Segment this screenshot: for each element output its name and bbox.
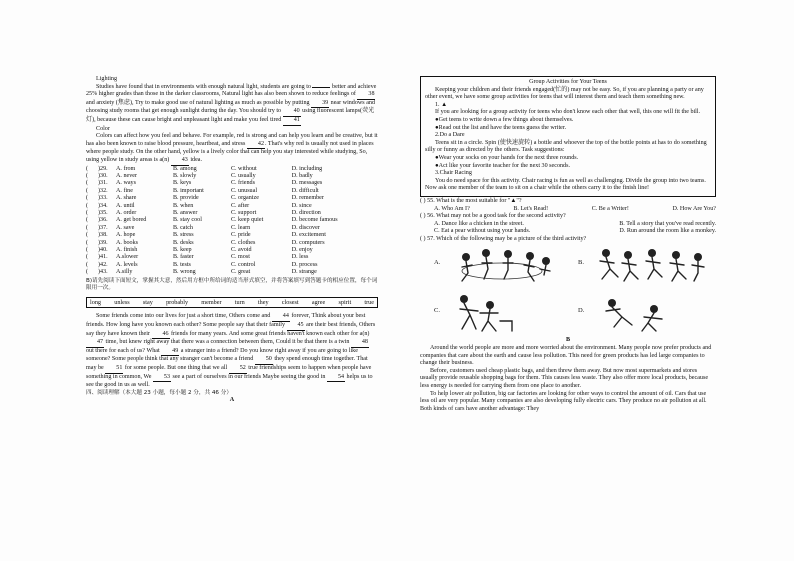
blank-49[interactable]: 49	[161, 348, 179, 357]
word-box-item: turn	[234, 298, 245, 306]
blank-52[interactable]: 52	[229, 365, 247, 374]
option-number: )37.	[98, 224, 108, 231]
option-number: )36.	[98, 217, 108, 224]
option-number: (	[86, 209, 89, 216]
blank-39[interactable]: 39	[311, 100, 329, 109]
word-box-item: closest	[281, 298, 299, 306]
option-choice[interactable]: D. excitement	[291, 232, 326, 239]
option-choice[interactable]: D. strange	[291, 269, 317, 276]
option-choice[interactable]: C. keep quiet	[230, 217, 264, 224]
option-choice[interactable]: D. become famous	[291, 217, 338, 224]
option-choice[interactable]: A. never	[116, 172, 137, 179]
q55-option[interactable]: B. Let's Read!	[513, 205, 549, 212]
word-box	[86, 297, 378, 309]
activity-2-bullet: ●Wear your socks on your hands for the next three rounds.	[435, 154, 579, 161]
option-choice[interactable]: B. among	[172, 165, 197, 172]
option-choice[interactable]: C. without	[230, 165, 257, 172]
option-choice[interactable]: A. hope	[116, 232, 136, 239]
option-choice[interactable]: B. when	[172, 202, 194, 209]
instruction-b: B)请先阅读下面短文，掌握其大意，然后用方框中所给词的适当形式填空，并将答案填写到答题卡的相应位置，每个词限用一次。	[86, 277, 378, 292]
option-choice[interactable]: A.silly	[116, 269, 133, 276]
option-row	[86, 195, 378, 202]
option-number: )29.	[98, 165, 108, 172]
option-number: (	[86, 261, 89, 268]
option-choice[interactable]: D. enjoy	[291, 247, 313, 253]
q55-option[interactable]: D. How Are You?	[672, 205, 716, 212]
q55-options	[420, 206, 716, 214]
activity-2-desc: Teens sit in a circle. Spin (使快速旋转) a bottle and whoever the top of the bottle points at has to do something silly or funny as directed by the others. Task suggestions:	[425, 139, 707, 154]
option-number: (	[86, 254, 89, 261]
friends-paragraph: Some friends come into our lives for just a short time, Others come and 44 forever, Think about your best friends. How long have you known each other? Some people say that their family 45 are their best friends, Others say they have known their 46 friends for many years. And some great friends haven't known each other for a(n) 47 time, but knew right away that there was a connection between them, Could it be that there is a twin 48 out there for each of us? What 49 a stranger into a friend? Do you know right away if you are going to like someone? Some people think that any stranger can't become a friend 50 they spend enough time together. That may be 51 for some people. But one thing that we all 52 true friendships seem to happen when people have something in common, We 53 see a part of ourselves in our friends Maybe seeing the good in 54 helps us to see the good in us as well.	[86, 313, 376, 389]
picture-d-playing-game	[592, 293, 682, 333]
options-table	[86, 166, 378, 277]
option-choice[interactable]: D. remember	[291, 195, 324, 202]
option-number: (	[86, 269, 89, 276]
option-choice[interactable]: A.slower	[116, 254, 139, 261]
activity-2-bullet: ●Act like your favorite teacher for the next 30 seconds.	[435, 162, 570, 169]
option-row	[86, 262, 378, 269]
option-choice[interactable]: D. messages	[291, 180, 323, 187]
word-box-item: true	[364, 298, 374, 306]
picture-label-b[interactable]: B.	[578, 259, 584, 267]
blank-45[interactable]: 45	[287, 322, 305, 331]
blank-53[interactable]: 53	[153, 374, 171, 383]
option-choice[interactable]: C. pride	[230, 232, 251, 239]
option-choice[interactable]: C. usually	[230, 172, 256, 179]
blank-51[interactable]: 51	[105, 365, 123, 374]
option-choice[interactable]: A. until	[116, 202, 135, 209]
option-row	[86, 166, 378, 173]
option-choice[interactable]: B. catch	[172, 224, 193, 231]
activity-1-bullet: ●Get teens to write down a few things about themselves.	[435, 116, 574, 123]
option-choice[interactable]: A. finish	[116, 247, 138, 253]
activity-3-desc: You do need space for this activity. Chair racing is fun as well as challenging. Divide the group into two teams. Now ask one member of the team to sit on a chair while the others carry it to the finish line!	[425, 177, 706, 192]
passage-b-label: B	[565, 337, 571, 344]
option-row	[86, 247, 378, 254]
option-choice[interactable]: A. fine	[116, 187, 133, 194]
option-choice[interactable]: B. wrong	[172, 269, 196, 276]
question-56: ( ) 56. What may not be a good task for the second activity?	[420, 213, 566, 220]
word-box-item: agree	[311, 298, 326, 306]
box-intro: Keeping your children and their friends engaged(忙的) may not be easy. So, if you are planning a party or any other event, we have some group activities for teens that will interest them and teach them something new.	[425, 86, 704, 101]
option-choice[interactable]: B. stress	[172, 232, 194, 239]
blank-40[interactable]: 40	[283, 108, 301, 117]
option-choice[interactable]: A. from	[116, 165, 136, 172]
option-number: )32.	[98, 187, 108, 194]
option-choice[interactable]: D. discover	[291, 224, 320, 231]
passage-b-p1: Around the world people are more and more worried about the environment. Many people now prefer products and companies that care about the earth and cause less pollution. This need for green products has led large companies to change their business.	[420, 345, 712, 367]
blank-38[interactable]: 38	[357, 91, 375, 100]
option-number: (	[86, 224, 89, 231]
option-number: )34.	[98, 202, 108, 209]
picture-label-c[interactable]: C.	[434, 307, 440, 315]
option-choice[interactable]: D. including	[291, 165, 323, 172]
option-choice[interactable]: B. important	[172, 187, 204, 194]
word-box-item: stay	[142, 298, 153, 306]
word-box-item: long	[90, 298, 102, 306]
option-choice[interactable]: C. clothes	[230, 239, 256, 246]
option-row	[86, 269, 378, 276]
option-choice[interactable]: D. since	[291, 202, 312, 209]
blank-47[interactable]: 47	[86, 339, 104, 348]
option-number: )35.	[98, 209, 108, 216]
option-choice[interactable]: A. save	[116, 224, 135, 231]
blank-41[interactable]: 41	[283, 117, 301, 126]
option-choice[interactable]: D. less	[291, 254, 309, 261]
option-choice[interactable]: D. computers	[291, 239, 325, 246]
blank-43[interactable]: 43	[171, 157, 189, 166]
q55-option[interactable]: A. Who Am I?	[434, 205, 470, 212]
picture-c-pushing-person	[446, 291, 516, 335]
option-number: )38.	[98, 232, 108, 239]
activity-1-bullet: ●Read out the list and have the teens guess the writer.	[435, 124, 567, 131]
option-choice[interactable]: B. keys	[172, 180, 192, 187]
q56-option[interactable]: A. Dance like a chicken in the street.	[434, 220, 524, 227]
blank-50[interactable]: 50	[255, 356, 273, 365]
option-choice[interactable]: B. answer	[172, 209, 198, 216]
box-title: Group Activities for Your Teens	[529, 79, 607, 85]
option-number: (	[86, 165, 89, 172]
q57-pictures	[420, 245, 716, 337]
right-column	[420, 76, 716, 413]
blank-48[interactable]: 48	[351, 339, 369, 348]
blank-46[interactable]: 46	[152, 331, 170, 340]
option-choice[interactable]: C. friends	[230, 180, 255, 187]
left-column	[86, 76, 378, 405]
option-number: )43.	[98, 269, 108, 276]
question-55: ( ) 55. What is the most suitable for "▲"?	[420, 197, 522, 204]
group-activities-box	[420, 76, 716, 197]
picture-a-people-in-circle	[446, 245, 558, 285]
lighting-paragraph: Studies have found that in environments with enough natural light, students are going to better and achieve 25% higher grades than those in the darker classrooms, Natural light has also been shown to reduce feelings of 38 and anxiety (焦虑), Try to make good use of natural lighting as much as possible by putting 39 near windows and choosing study rooms that get enough sunlight during the day. You should try to 40 using fluorescent lamps(荧光灯), because these can cause bright and unpleasant light and make you feel tired 41	[86, 84, 378, 126]
option-choice[interactable]: A. share	[116, 195, 137, 202]
option-row	[86, 232, 378, 239]
option-row	[86, 188, 378, 195]
option-number: )39.	[98, 239, 108, 246]
option-row	[86, 240, 378, 247]
blank-44[interactable]: 44	[272, 313, 290, 322]
option-choice[interactable]: C. after	[230, 202, 250, 209]
option-number: (	[86, 239, 89, 246]
activity-2-title: 2.Do a Dare	[435, 132, 465, 139]
q56-option[interactable]: C. Eat a pear without using your hands.	[434, 228, 531, 235]
word-box-item: member	[201, 298, 222, 306]
picture-label-a[interactable]: A.	[434, 259, 441, 267]
option-choice[interactable]: B. keep	[172, 247, 192, 253]
option-number: )42.	[98, 261, 108, 268]
option-choice[interactable]: D. direction	[291, 209, 321, 216]
option-choice[interactable]: A. levels	[116, 261, 138, 268]
option-choice[interactable]: C. organize	[230, 195, 259, 202]
picture-b-group-running	[592, 245, 710, 285]
option-number: (	[86, 202, 89, 209]
option-row	[86, 180, 378, 187]
option-choice[interactable]: B. desks	[172, 239, 194, 246]
activity-1-title: 1. ▲	[435, 101, 448, 108]
option-choice[interactable]: A. order	[116, 209, 137, 216]
option-choice[interactable]: C. avoid	[230, 247, 252, 253]
option-number: (	[86, 232, 89, 239]
activity-1-desc: If you are looking for a group activity for teens who don't know each other that well, this one will fit the bill.	[435, 109, 701, 116]
option-number: )31.	[98, 180, 108, 187]
q56-option[interactable]: B. Tell a story that you've read recently.	[619, 220, 716, 227]
option-row	[86, 225, 378, 232]
q56-options-row-1	[420, 221, 716, 229]
color-title: Color	[96, 125, 110, 132]
option-number: )41.	[98, 254, 108, 261]
picture-label-d[interactable]: D.	[578, 307, 585, 315]
option-choice[interactable]: D. badly	[291, 172, 313, 179]
option-choice[interactable]: D. process	[291, 261, 318, 268]
option-choice[interactable]: B. provide	[172, 195, 199, 202]
option-choice[interactable]: B. stay cool	[172, 217, 202, 224]
option-choice[interactable]: C. unusual	[230, 187, 258, 194]
option-row	[86, 203, 378, 210]
passage-b-p2: Before, customers used cheap plastic bags, and then threw them away. But now most supermarkets and stores usually provide reusable shopping bags for them. This causes less waste. They also offer more local products, because less energy is needed for carrying them from one place to another.	[420, 367, 709, 390]
blank-29[interactable]	[312, 87, 330, 88]
option-choice[interactable]: C. most	[230, 254, 250, 261]
q56-options-row-2	[420, 228, 716, 236]
option-choice[interactable]: B. tests	[172, 261, 191, 268]
question-57: ( ) 57. Which of the following may be a picture of the third activity?	[420, 235, 587, 242]
word-box-item: they	[257, 298, 269, 306]
option-number: )40.	[98, 247, 108, 253]
q56-option[interactable]: D. Run around the room like a monkey.	[619, 228, 716, 235]
section-4-heading: 四、阅读理解（本大题 23 小题，每小题 2 分，共 46 分）	[86, 389, 232, 396]
lighting-title: Lighting	[96, 76, 117, 82]
word-box-item: unless	[114, 298, 130, 306]
blank-42[interactable]: 42	[247, 141, 265, 150]
q55-option[interactable]: C. Be a Writer!	[591, 205, 629, 212]
option-choice[interactable]: D. difficult	[291, 187, 319, 194]
activity-3-title: 3.Chair Racing	[435, 170, 472, 177]
option-number: (	[86, 187, 89, 194]
option-number: (	[86, 247, 89, 253]
option-choice[interactable]: C. learn	[230, 224, 251, 231]
option-number: (	[86, 195, 89, 202]
word-box-item: spirit	[338, 298, 352, 306]
option-number: )33.	[98, 195, 108, 202]
option-choice[interactable]: A. books	[116, 239, 139, 246]
option-row	[86, 254, 378, 261]
color-paragraph: Colors can affect how you feel and behave. For example, red is strong and can help you learn and be creative, but it has also been known to raise blood pressure, heartbeat, and stress 42. That's why red is usually not used in places where people study. On the other hand, yellow is a lively color that can help you stay interested while studying, So, using yellow in study areas is a(n) 43 idea.	[86, 133, 378, 165]
option-choice[interactable]: B. faster	[172, 254, 194, 261]
blank-54[interactable]: 54	[327, 374, 345, 383]
option-choice[interactable]: C. support	[230, 209, 257, 216]
option-number: (	[86, 172, 89, 179]
option-choice[interactable]: A. get bored	[116, 217, 147, 224]
word-box-item: probably	[166, 298, 189, 306]
option-choice[interactable]: C. control	[230, 261, 256, 268]
option-number: )30.	[98, 172, 108, 179]
passage-a-label: A	[229, 397, 235, 404]
passage-b-p3: To help lower air pollution, big car factories are looking for other ways to control the amount of oil. Cars that use less oil are very popular. Many companies are also developing fully electric cars. They produce no air pollution at all. Both kinds of cars have another advantage: They	[420, 390, 707, 412]
option-choice[interactable]: B. slowly	[172, 172, 197, 179]
option-number: (	[86, 180, 89, 187]
option-choice[interactable]: A. ways	[116, 180, 136, 187]
option-row	[86, 217, 378, 224]
option-choice[interactable]: C. great	[230, 269, 251, 276]
option-number: (	[86, 217, 89, 224]
